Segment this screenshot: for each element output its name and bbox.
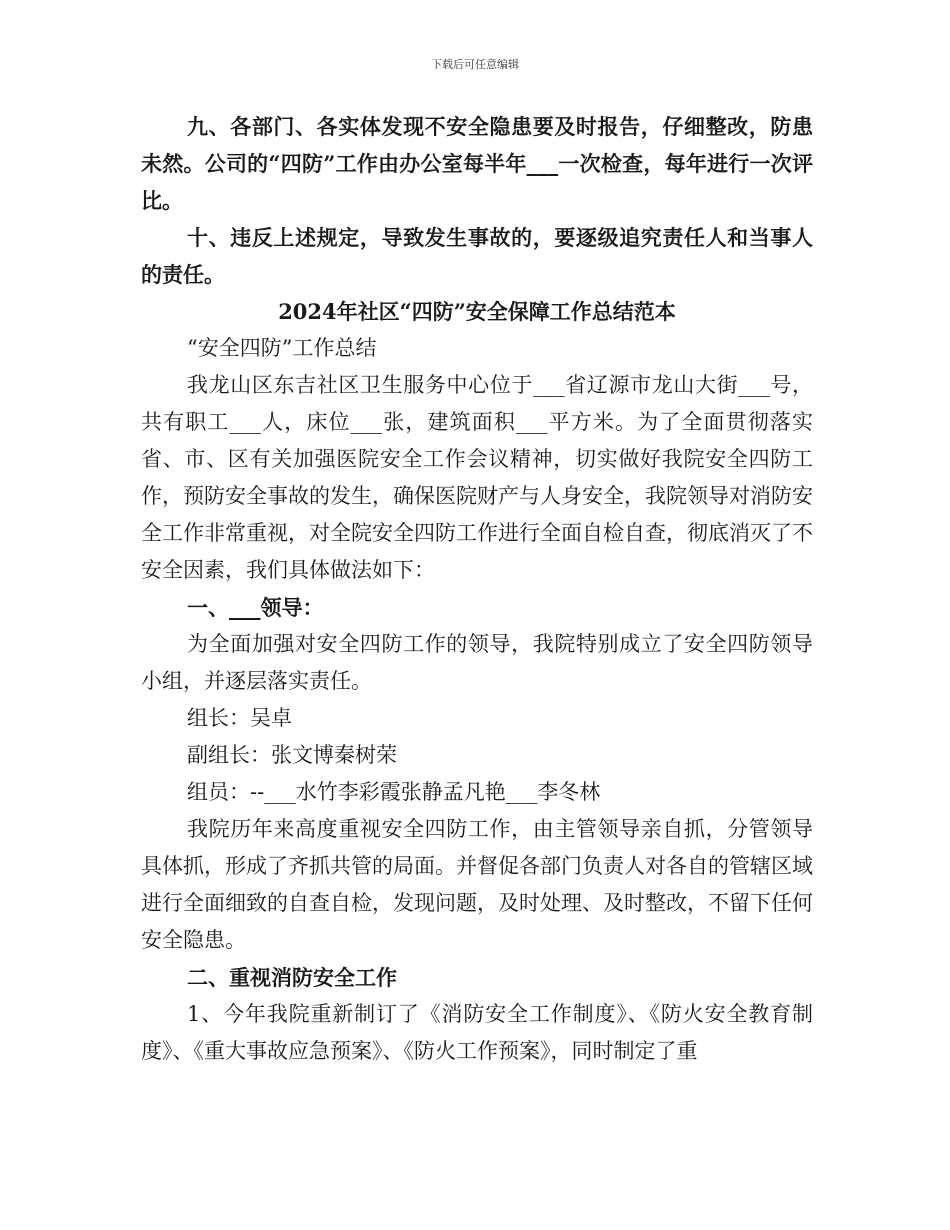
document-subtitle: “安全四防”工作总结	[187, 336, 377, 360]
leader-line: 组长：吴卓	[187, 706, 292, 730]
document-body	[141, 108, 813, 1070]
section-one-heading: 一、___领导：	[187, 595, 324, 620]
document-title: 2024年社区“四防”安全保障工作总结范本	[278, 299, 676, 324]
section-one-paragraph: 为全面加强对安全四防工作的领导，我院特别成立了安全四防领导小组，并逐层落实责任。	[141, 632, 813, 693]
section-two-paragraph: 1、今年我院重新制订了《消防安全工作制度》、《防火安全教育制度》、《重大事故应急预案》、《防火工作预案》，同时制定了重	[141, 1002, 813, 1063]
section-one-paragraph-two: 我院历年来高度重视安全四防工作，由主管领导亲自抓，分管领导具体抓，形成了齐抓共管的局面。并督促各部门负责人对各自的管辖区域进行全面细致的自查自检，发现问题，及时处理、及时整改，不留下任何安全隐患。	[141, 817, 813, 952]
deputy-line: 副组长：张文博秦树荣	[187, 743, 397, 767]
paragraph-ten: 十、违反上述规定，导致发生事故的，要逐级追究责任人和当事人的责任。	[141, 225, 813, 287]
section-two-heading: 二、重视消防安全工作	[187, 965, 397, 990]
page-header-note: 下载后可任意编辑	[431, 58, 519, 71]
paragraph-nine: 九、各部门、各实体发现不安全隐患要及时报告，仔细整改，防患未然。公司的“四防”工作由办公室每半年___一次检查，每年进行一次评比。	[141, 114, 813, 213]
members-line: 组员：--___水竹李彩霞张静孟凡艳___李冬林	[187, 780, 601, 804]
intro-paragraph: 我龙山区东吉社区卫生服务中心位于___省辽源市龙山大街___号，共有职工___人，床位___张，建筑面积___平方米。为了全面贯彻落实省、市、区有关加强医院安全工作会议精神，切实做好我院安全四防工作，预防安全事故的发生，确保医院财产与人身安全，我院领导对消防安全工作非常重视，对全院安全四防工作进行全面自检自查，彻底消灭了不安全因素，我们具体做法如下：	[141, 373, 813, 582]
